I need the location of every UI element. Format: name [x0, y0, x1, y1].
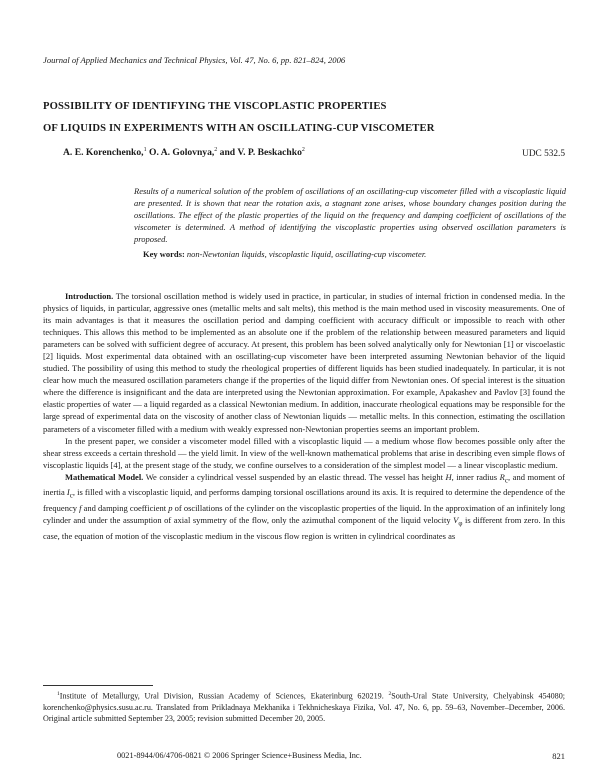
symbol-R: R — [499, 471, 505, 482]
author-1-affiliation: 1 — [143, 147, 147, 153]
symbol-V: V — [453, 515, 459, 526]
udc-code: UDC 532.5 — [522, 149, 565, 159]
copyright-footer: 0021-8944/06/4706-0821 © 2006 Springer Science+Business Media, Inc. — [117, 751, 362, 760]
keywords — [143, 248, 563, 260]
body-text — [43, 290, 565, 542]
abstract: Results of a numerical solution of the problem of oscillations of an oscillating-cup viscometer filled with a viscoplastic liquid are presented. It is shown that near the rotation axis, a stagnant zone arises, whose boundary changes position during the oscillations. The effect of the plastic properties of the liquid on the frequency and damping coefficient of oscillations of the viscometer is determined. A method of identifying the viscoplastic properties using observed oscillation parameters is proposed. — [134, 186, 566, 245]
author-3-affiliation: 2 — [301, 147, 305, 153]
paragraph-introduction — [43, 290, 565, 435]
model-text-e: and damping coefficient — [81, 503, 169, 514]
model-text-b: , inner radius — [451, 471, 500, 482]
author-1: A. E. Korenchenko, — [63, 147, 144, 159]
footnote-mark-2: 2 — [388, 691, 392, 697]
author-3: and V. P. Beskachko — [217, 147, 302, 159]
paper-title — [43, 96, 563, 140]
footnote-text-1: Institute of Metallurgy, Ural Division, Russian Academy of Sciences, Ekaterinburg 620219. — [59, 691, 389, 701]
symbol-V-sub: φ — [458, 519, 463, 528]
paragraph-mathematical-model — [43, 471, 565, 542]
symbol-I-sub: c — [69, 492, 73, 501]
footnote-mark-1: 1 — [57, 691, 60, 697]
model-text-g: of oscillations of the cylinder on the viscoplastic properties of the liquid. In the approximation of an infinitely long cylinder and under the assumption of axial symmetry of the flow, only the azimuthal component of the liquid velocity — [43, 503, 566, 526]
title-line-1: POSSIBILITY OF IDENTIFYING THE VISCOPLASTIC PROPERTIES — [43, 101, 387, 112]
symbol-f: f — [79, 503, 82, 514]
footnote-divider — [43, 685, 153, 686]
introduction-text: The torsional oscillation method is widely used in practice, in particular, in studies of internal friction in condensed media. In the physics of liquids, in particular, aggressive ones (metallic melts and salt melts), this method is the main method used in viscosity measurements. One of its main advantages is that it measures the oscillation period and damping coefficient with accuracy difficult or impossible to reach with other techniques. This allows this method to be implemented as an absolute one if the problem of the relationship between measured parameters and liquid parameters can be solved with sufficient degree of accuracy. At present, this problem has been solved analytically only for Newtonian [1] or viscoelastic [2] liquids. Most experimental data obtained with an oscillating-cup viscometer have been interpreted assuming Newtonian behavior of the liquid studied. The possibility of using this method to study the rheological properties of different liquids has been studied inadequately. In particular, it is not clear how much the measured oscillation parameters change if the properties of the liquid differ from Newtonian ones. Of special interest is the situation where the difference is insignificant and the data are interpreted using the Newtonian approximation. For example, Apakashev and Pavlov [3] found the elastic properties of water — a liquid regarded as a classical Newtonian medium. In addition, inaccurate rheological equations may be responsible for the large spread of experimental data on the viscosity of another class of Newtonian liquids — metallic melts. In this connection, estimating the oscillation parameters of a viscometer filled with a medium with weakly expressed non-Newtonian properties seems an important problem. — [43, 291, 565, 434]
heading-introduction: Introduction. — [65, 291, 114, 301]
model-text-c: , and moment of inertia — [43, 471, 565, 498]
keywords-text: non-Newtonian liquids, viscoplastic liquid, oscillating-cup viscometer. — [186, 249, 427, 259]
title-line-2: OF LIQUIDS IN EXPERIMENTS WITH AN OSCILLATING-CUP VISCOMETER — [43, 123, 435, 134]
footnote-text-2: South-Ural State University, Chelyabinsk 454080; korenchenko@physics.susu.ac.ru. Translated from Prikladnaya Mekhanika i Tekhnicheskaya Fizika, Vol. 47, No. 6, pp. 59–63, November–December, 2006. Original article submitted September 23, 2005; revision submitted December 20, 2005. — [43, 691, 565, 723]
model-text-h: is different from zero. In this case, the equation of motion of the viscoplastic medium in the viscous flow region is written in cylindrical coordinates as — [43, 515, 565, 541]
affiliations-footnote — [43, 689, 565, 724]
paragraph-present-paper: In the present paper, we consider a viscometer model filled with a viscoplastic liquid — a medium whose flow becomes possible only after the shear stress exceeds a certain threshold — the yield limit. In view of the well-known mathematical problems that arise in describing even simple flows of viscoplastic liquids [4], at the present stage of the study, we confine ourselves to a consideration of the simplest model — a linear viscoplastic medium. — [43, 435, 565, 470]
symbol-p: p — [168, 503, 173, 514]
keywords-label: Key words: — [143, 249, 185, 259]
symbol-H: H — [445, 471, 452, 482]
model-text-a: We consider a cylindrical vessel suspended by an elastic thread. The vessel has height — [143, 471, 446, 482]
author-2: O. A. Golovnya, — [146, 147, 215, 159]
author-list — [63, 147, 305, 158]
model-text-d: , is filled with a viscoplastic liquid, and performs damping torsional oscillations around its axis. It is required to determine the dependence of the frequency — [43, 487, 566, 514]
page-number: 821 — [552, 751, 565, 761]
symbol-R-sub: c — [504, 476, 509, 485]
symbol-I: I — [66, 487, 70, 498]
heading-mathematical-model: Mathematical Model. — [65, 471, 144, 482]
journal-citation: Journal of Applied Mechanics and Technical Physics, Vol. 47, No. 6, pp. 821–824, 2006 — [43, 55, 346, 65]
author-2-affiliation: 2 — [214, 147, 218, 153]
